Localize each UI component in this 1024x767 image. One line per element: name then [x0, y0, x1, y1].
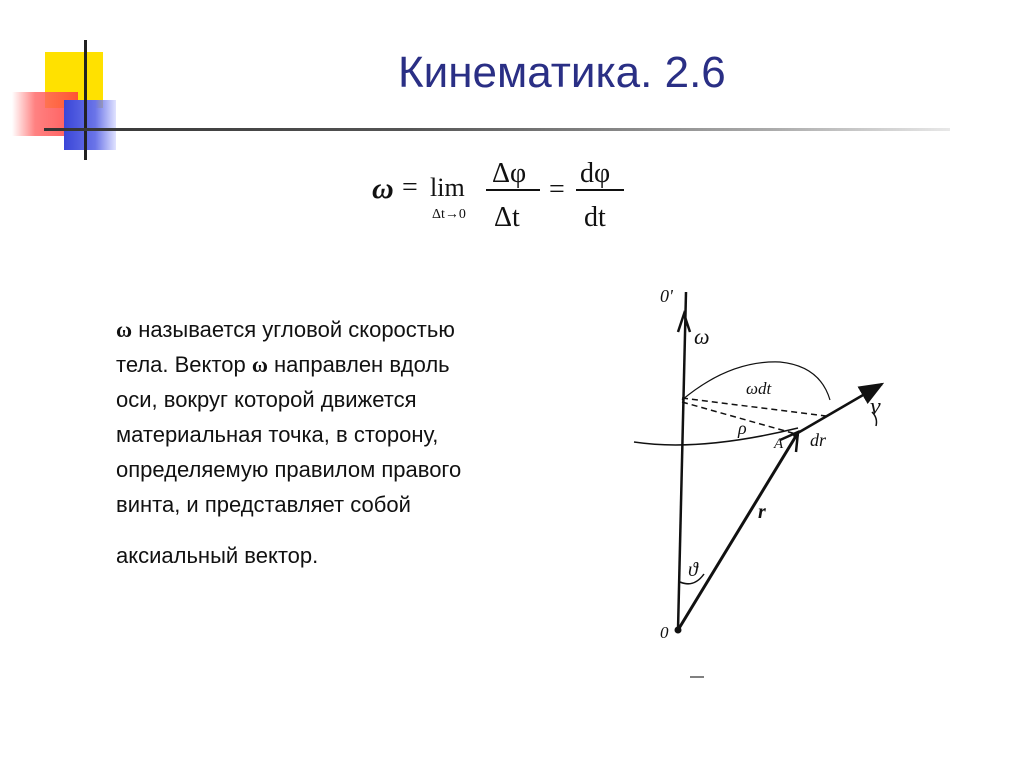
- description-line-2: [116, 347, 586, 382]
- decor-vertical-line: [84, 40, 87, 160]
- label-o: 0: [660, 623, 669, 642]
- description-line-2-text-a: тела. Вектор: [116, 352, 252, 377]
- formula-equals-2: =: [549, 174, 565, 205]
- label-r: r: [758, 501, 766, 523]
- slide-title: Кинематика. 2.6: [398, 48, 726, 97]
- description-text: [116, 312, 586, 573]
- formula-frac2-denominator: dt: [584, 202, 606, 233]
- decor-blue-square: [64, 100, 116, 150]
- formula-equals-1: =: [402, 172, 418, 203]
- dashed-radius-1: [682, 398, 826, 416]
- rotation-vector-diagram: [620, 270, 920, 690]
- formula-omega: ω: [372, 172, 394, 205]
- label-dr: dr: [810, 430, 827, 450]
- origin-point: [675, 627, 682, 634]
- title-underline: [44, 128, 950, 131]
- label-rho: ρ: [738, 418, 747, 438]
- rotation-axis: [678, 292, 686, 630]
- angular-velocity-formula: [372, 150, 642, 240]
- label-omega-dt: ωdt: [746, 379, 772, 398]
- label-v: v: [870, 394, 881, 420]
- description-line-1-text: называется угловой скоростью: [132, 317, 455, 342]
- label-theta: ϑ: [688, 559, 698, 581]
- description-line-6: винта, и представляет собой: [116, 492, 411, 517]
- description-line-2-text-b: направлен вдоль: [267, 352, 450, 377]
- label-a: A: [774, 436, 784, 452]
- radius-vector: [678, 436, 796, 630]
- description-line-5: определяемую правилом правого: [116, 457, 462, 482]
- omega-symbol: ω: [251, 352, 268, 377]
- description-line-4: материальная точка, в сторону,: [116, 422, 439, 447]
- formula-lim-subscript: Δt→0: [432, 207, 466, 222]
- description-line-3: оси, вокруг которой движется: [116, 387, 417, 412]
- label-omega: ω: [694, 324, 710, 349]
- point-a: [793, 432, 799, 438]
- label-o-prime: 0': [660, 286, 673, 306]
- description-line-1: [116, 312, 586, 347]
- formula-frac1-denominator: Δt: [494, 202, 520, 233]
- formula-frac2-numerator: dφ: [580, 158, 611, 189]
- omega-symbol: ω: [116, 317, 133, 342]
- description-line-7: аксиальный вектор.: [116, 543, 319, 568]
- formula-frac1-numerator: Δφ: [492, 158, 527, 189]
- formula-lim: lim: [430, 173, 465, 202]
